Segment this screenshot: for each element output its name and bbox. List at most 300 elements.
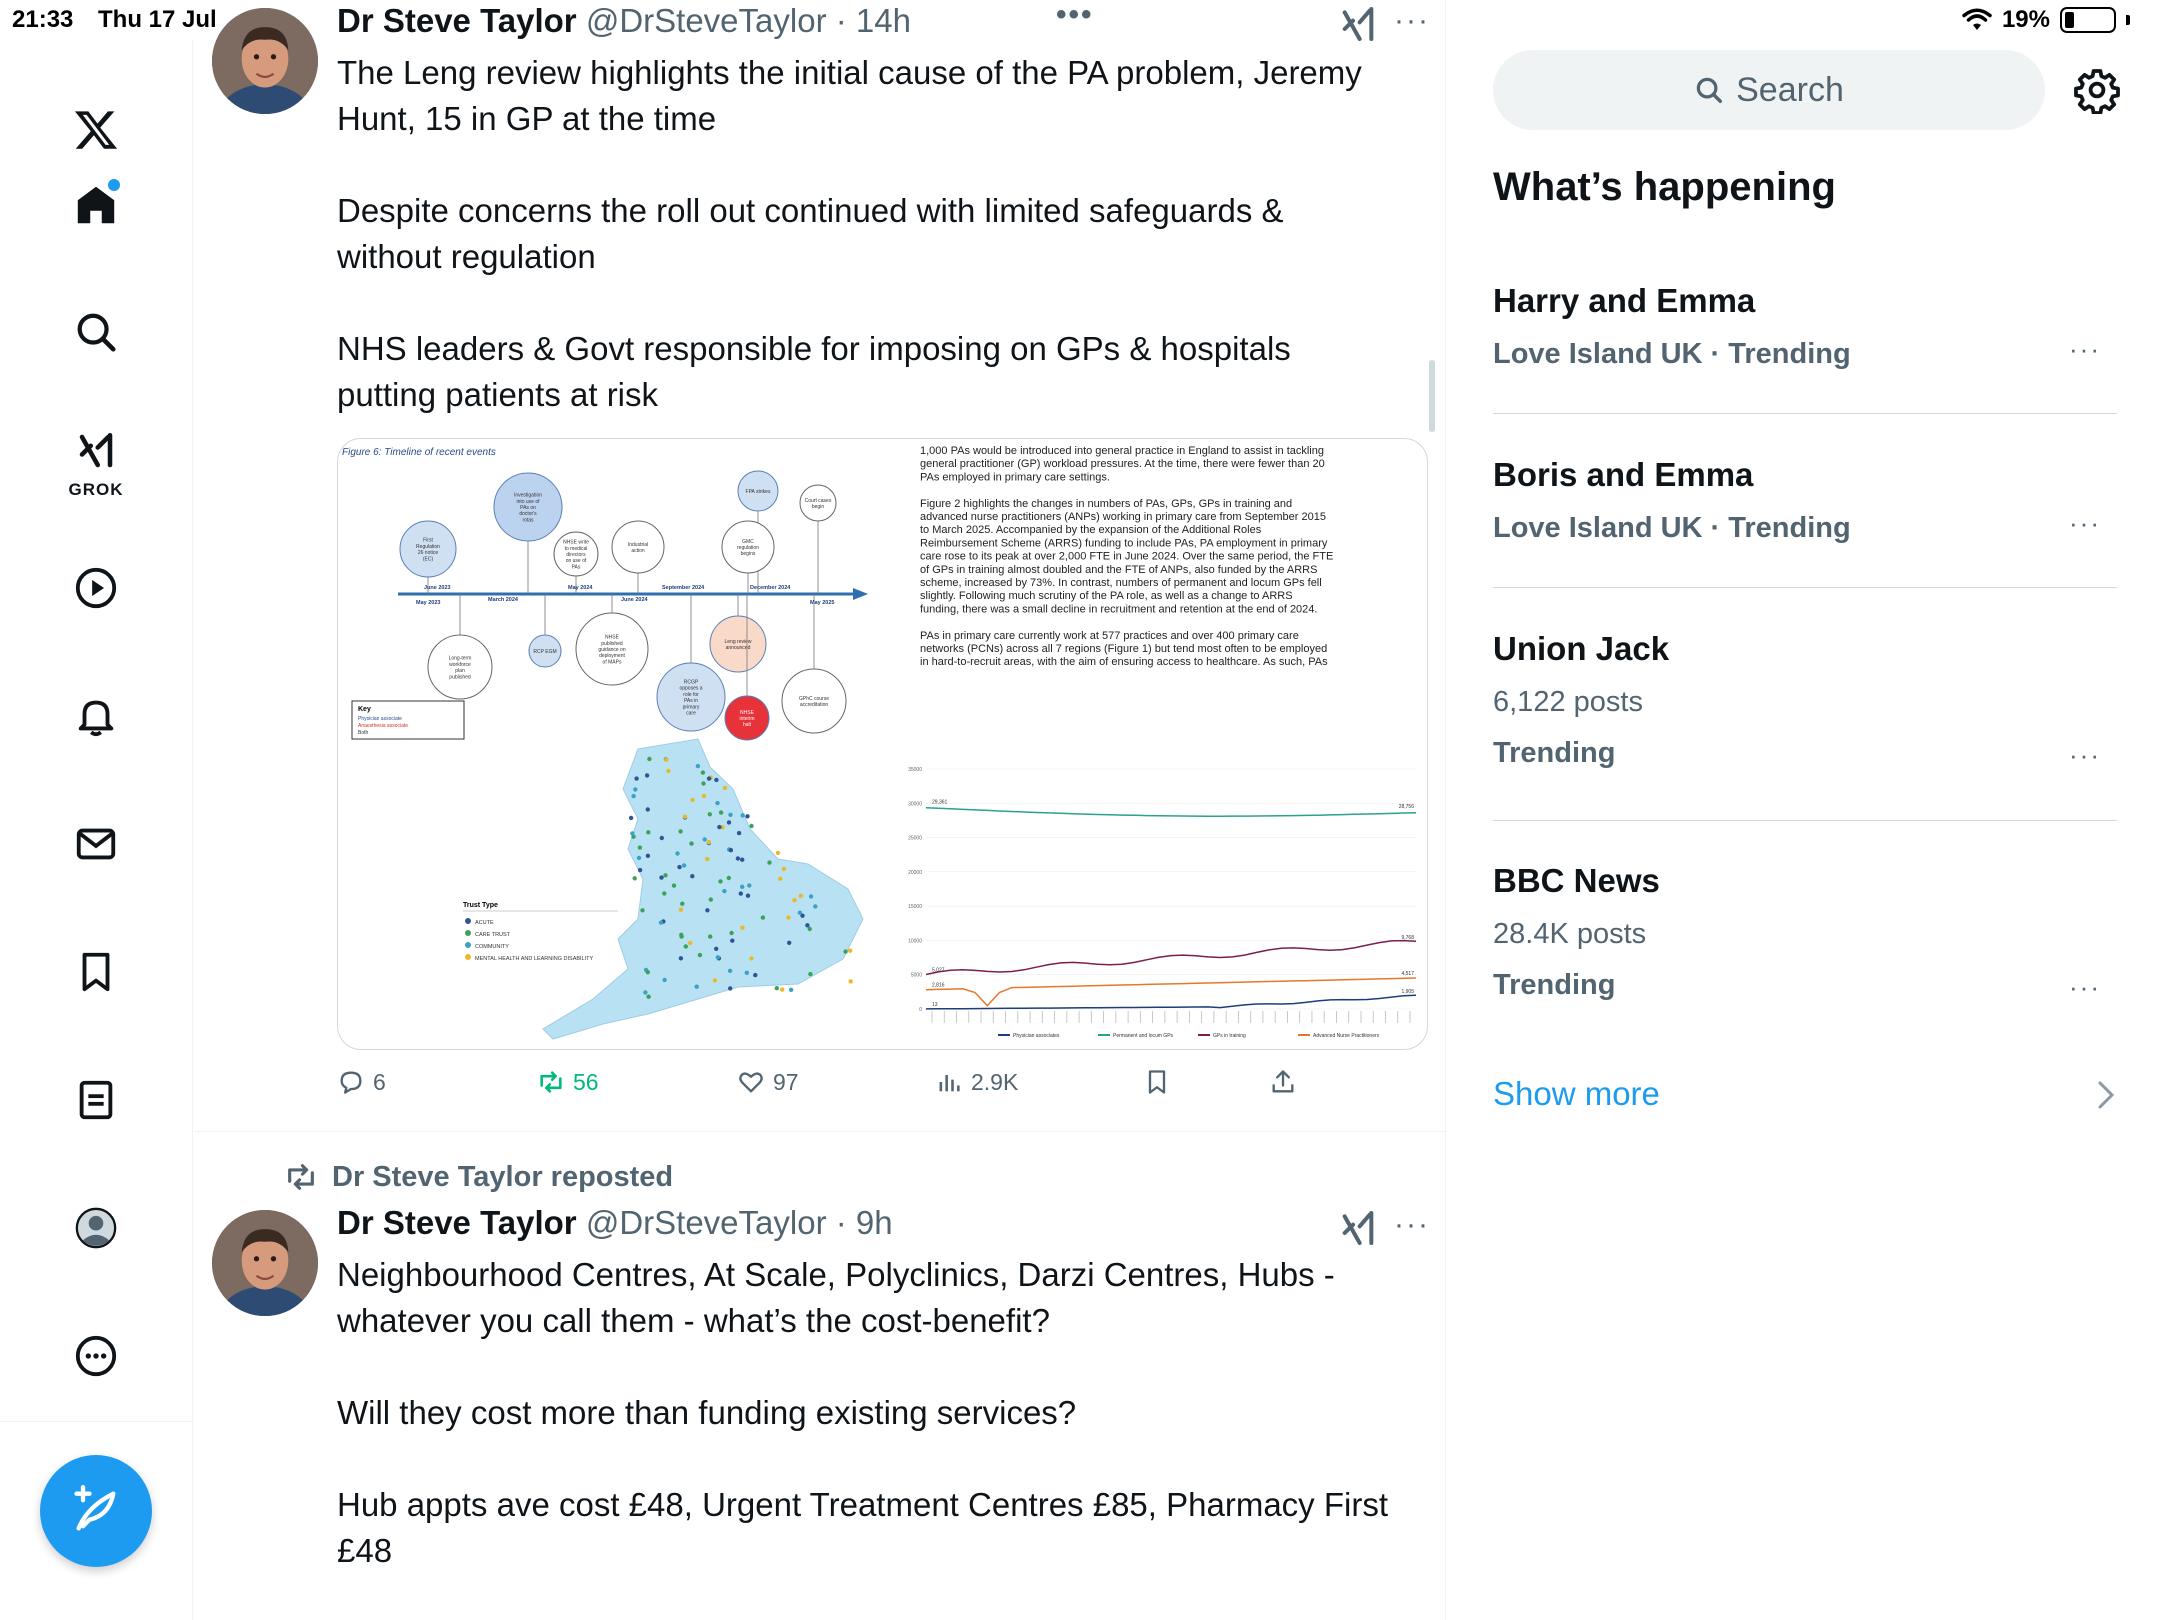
section-title: What’s happening	[1493, 165, 1836, 209]
map-trust-dot	[631, 794, 635, 798]
avatar-photo	[212, 8, 318, 114]
tweet-paragraph: The Leng review highlights the initial cause of the PA problem, Jeremy Hunt, 15 in GP at the time	[337, 54, 1362, 137]
timeline-node-label: workforce	[449, 661, 471, 668]
separator-dot: ·	[835, 2, 847, 39]
map-trust-dot	[780, 987, 784, 991]
map-trust-dot	[740, 926, 744, 930]
timeline-node-label: plan	[455, 668, 465, 675]
timeline-node-label: announced	[725, 645, 751, 652]
author-name[interactable]: Dr Steve Taylor	[337, 1204, 577, 1241]
timeline-node-label: RCGP	[683, 679, 699, 686]
timeline-node-label: Long-term	[448, 655, 472, 662]
map-trust-dot	[727, 820, 731, 824]
map-trust-dot	[728, 813, 732, 817]
timeline-node-label: Leng review	[724, 638, 752, 645]
report-text-line: slightly. Following much scrutiny of the PA role, as well as a change to ARRS	[920, 590, 1293, 603]
timeline-date-label: December 2024	[750, 585, 791, 591]
timeline-node-label: deployment	[599, 653, 625, 660]
timeline-node-label: care	[686, 710, 696, 717]
messages-icon[interactable]	[56, 804, 136, 884]
status-time: 21:33	[12, 6, 74, 33]
map-legend-swatch	[465, 930, 471, 936]
map-trust-dot	[672, 883, 676, 887]
map-trust-dot	[702, 794, 706, 798]
tweet-paragraph: Neighbourhood Centres, At Scale, Polyclinics, Darzi Centres, Hubs - whatever you call them - what’s the cost-benefit?	[337, 1256, 1335, 1339]
map-trust-dot	[714, 778, 718, 782]
map-trust-dot	[647, 757, 651, 761]
tweet-divider	[194, 1131, 1446, 1132]
trend-context: Trending	[1493, 969, 1616, 1001]
timeline-node-label: doctor's	[519, 511, 537, 518]
map-trust-dot	[728, 986, 732, 990]
map-trust-dot	[761, 915, 765, 919]
reply-button[interactable]	[337, 1068, 386, 1096]
trend-item[interactable]	[1493, 456, 2117, 545]
timeline-node-label: PAs	[571, 564, 581, 571]
map-trust-dot	[740, 885, 744, 889]
chart-data-label: 28,756	[1398, 803, 1414, 810]
reply-icon	[337, 1068, 365, 1096]
map-trust-dot	[789, 988, 793, 992]
map-trust-dot	[767, 860, 771, 864]
trend-more-icon[interactable]: ···	[2069, 972, 2101, 1002]
map-trust-dot	[813, 904, 817, 908]
avatar[interactable]	[212, 1210, 318, 1316]
timeline-node-label: Court cases	[804, 497, 832, 504]
battery-percent: 19%	[2001, 6, 2050, 33]
chart-y-tick: 20000	[908, 869, 922, 876]
timeline-node-label: FPA strikes	[745, 489, 771, 495]
chart-series-line	[926, 995, 1416, 1009]
views-icon	[935, 1068, 963, 1096]
timeline-date-label: May 2024	[568, 585, 593, 591]
view-count: 2.9K	[971, 1068, 1019, 1095]
map-trust-dot	[740, 858, 744, 862]
chart-data-label: 9,768	[1401, 935, 1414, 942]
map-trust-dot	[848, 949, 852, 953]
map-trust-dot	[843, 949, 847, 953]
map-trust-dot	[696, 764, 700, 768]
map-trust-dot	[809, 894, 813, 898]
trend-title: Harry and Emma	[1493, 282, 1756, 319]
search-icon	[1694, 75, 1724, 105]
map-trust-dot	[708, 812, 712, 816]
map-trust-dot	[634, 776, 638, 780]
map-trust-dot	[729, 848, 733, 852]
map-trust-dot	[786, 915, 790, 919]
grok-icon[interactable]	[56, 420, 136, 500]
key-item: Both	[358, 730, 369, 736]
map-legend-swatch	[465, 918, 471, 924]
chart-data-label: 2,816	[932, 982, 945, 989]
chevron-right-icon[interactable]	[2095, 1080, 2117, 1110]
map-trust-dot	[730, 939, 734, 943]
trend-divider	[1493, 413, 2117, 414]
trend-title: Union Jack	[1493, 630, 1670, 667]
profile-icon[interactable]	[56, 1188, 136, 1268]
timeline	[194, 0, 1446, 1620]
map-legend-swatch	[465, 942, 471, 948]
map-trust-dot	[675, 851, 679, 855]
timeline-node-label: PAs in	[683, 698, 699, 705]
map-legend-label: CARE TRUST	[475, 932, 511, 938]
map-trust-dot	[722, 889, 726, 893]
status-date: Thu 17 Jul	[98, 6, 217, 33]
map-trust-dot	[782, 867, 786, 871]
map-trust-dot	[646, 807, 650, 811]
map-trust-dot	[659, 920, 663, 924]
timeline-node-label: halt	[742, 722, 752, 729]
map-legend-title: Trust Type	[463, 902, 498, 909]
map-trust-dot	[707, 840, 711, 844]
trend-context: Trending	[1493, 737, 1616, 769]
map-trust-dot	[723, 786, 727, 790]
map-trust-dot	[718, 879, 722, 883]
retweet-icon	[537, 1068, 565, 1096]
map-trust-dot	[714, 947, 718, 951]
map-trust-dot	[633, 876, 637, 880]
like-count: 97	[773, 1068, 799, 1095]
tweet-header	[337, 2, 911, 40]
repost-indicator	[284, 1160, 673, 1194]
tweet-paragraph: Will they cost more than funding existing services?	[337, 1394, 1077, 1431]
chart-series-line	[926, 941, 1416, 978]
map-trust-dot	[690, 874, 694, 878]
chart-legend-label: Physician associates	[1013, 1033, 1060, 1039]
timeline-node-label: role for	[683, 691, 699, 698]
trend-divider	[1493, 820, 2117, 821]
trend-item[interactable]	[1493, 282, 2117, 371]
map-trust-dot	[695, 985, 699, 989]
timeline-node-label: directors	[566, 552, 586, 558]
timeline-node-label: begin	[811, 504, 825, 511]
tweet-more-icon[interactable]: ···	[1394, 1208, 1430, 1241]
map-trust-dot	[684, 944, 688, 948]
media-more-icon[interactable]: •••	[1056, 0, 1094, 31]
map-trust-dot	[727, 876, 731, 880]
map-trust-dot	[688, 941, 692, 945]
grok-icon[interactable]	[1338, 1208, 1378, 1248]
trend-title: Boris and Emma	[1493, 456, 1754, 493]
map-trust-dot	[662, 978, 666, 982]
map-trust-dot	[808, 972, 812, 976]
tweet-text	[337, 1252, 1397, 1620]
timeline-date-label: June 2023	[424, 585, 451, 591]
map-trust-dot	[646, 995, 650, 999]
map-legend-label: ACUTE	[475, 920, 494, 926]
compose-button[interactable]	[40, 1455, 152, 1567]
views-button[interactable]	[935, 1068, 1018, 1096]
map-trust-dot	[717, 825, 721, 829]
tweet-text	[337, 50, 1397, 464]
map-trust-dot	[679, 956, 683, 960]
map-trust-dot	[787, 941, 791, 945]
timeline-date-label: June 2024	[621, 597, 648, 603]
chart-data-label: 4,517	[1401, 971, 1414, 978]
map-trust-dot	[778, 877, 782, 881]
timeline-node-label: published	[449, 674, 471, 681]
map-trust-dot	[629, 816, 633, 820]
map-trust-dot	[713, 978, 717, 982]
timeline-node-label: (EC)	[422, 556, 434, 563]
like-button[interactable]	[737, 1068, 799, 1096]
map-trust-dot	[775, 986, 779, 990]
timeline-node-label: guidance on	[598, 647, 626, 653]
map-trust-dot	[792, 898, 796, 902]
timeline-node-label: published	[601, 640, 623, 647]
key-title: Key	[358, 706, 371, 713]
trend-post-count: 6,122 posts	[1493, 686, 1643, 718]
map-trust-dot	[638, 845, 642, 849]
map-trust-dot	[630, 831, 634, 835]
timeline-node-label: into use of	[516, 498, 540, 505]
map-trust-dot	[679, 933, 683, 937]
key-item: Physician associate	[358, 716, 402, 722]
timeline-node-label: GMC	[742, 538, 754, 545]
bookmark-icon	[1143, 1068, 1171, 1096]
trend-context: Love Island UK · Trending	[1493, 512, 1851, 544]
trend-post-count: 28.4K posts	[1493, 918, 1647, 950]
chart-y-tick: 35000	[908, 767, 922, 773]
map-trust-dot	[741, 813, 745, 817]
left-nav	[0, 40, 193, 1620]
map-trust-dot	[749, 824, 753, 828]
timeline-node-label: First	[423, 537, 433, 544]
video-icon[interactable]	[56, 548, 136, 628]
right-sidebar	[1447, 0, 2160, 1620]
gear-icon[interactable]	[2073, 66, 2121, 114]
author-name[interactable]: Dr Steve Taylor	[337, 2, 577, 39]
timeline-node-label: PAs on	[520, 505, 536, 511]
avatar[interactable]	[212, 8, 318, 114]
tweet[interactable]	[194, 1200, 1446, 1620]
tweet-time[interactable]: 9h	[855, 1204, 893, 1241]
timeline-node-label: interim	[739, 716, 755, 722]
report-text-line: care rose to its peak at over 2,000 FTE in June 2024. Over the same period, the FTE	[920, 550, 1334, 563]
report-text-line: 1,000 PAs would be introduced into general practice in England to assist in tackling	[920, 445, 1324, 457]
author-handle[interactable]: @DrSteveTaylor	[585, 2, 827, 39]
timeline-node-label: NHSE	[605, 634, 619, 641]
timeline-node-label: RCP EGM	[533, 649, 557, 655]
map-trust-dot	[745, 971, 749, 975]
tweet-paragraph: Hub appts ave cost £48, Urgent Treatment Centres £85, Pharmacy First £48	[337, 1486, 1388, 1569]
trend-context: Love Island UK · Trending	[1493, 338, 1851, 370]
map-trust-dot	[749, 956, 753, 960]
timeline-node-label: NHSE write	[563, 539, 589, 546]
report-text-line: general practitioner (GP) workload pressures. At the time, there were fewer than 20	[920, 458, 1325, 471]
map-trust-dot	[707, 776, 711, 780]
map-trust-dot	[709, 897, 713, 901]
timeline-date-label: May 2025	[810, 600, 835, 606]
share-icon	[1269, 1068, 1297, 1096]
bookmarks-icon[interactable]	[56, 932, 136, 1012]
map-trust-dot	[715, 801, 719, 805]
map-trust-dot	[682, 863, 686, 867]
trend-item[interactable]	[1493, 862, 2117, 1002]
key-item: Anaesthesia associate	[358, 723, 409, 729]
timeline-node-label: GPhC course	[798, 695, 830, 702]
chart-legend-label: Permanent and locum GPs	[1113, 1033, 1174, 1039]
tweet-more-icon[interactable]: ···	[1394, 4, 1430, 37]
timeline-node-label: of MAPs	[602, 659, 622, 666]
retweet-button[interactable]	[537, 1068, 599, 1096]
timeline-node-label: regulation	[737, 545, 759, 551]
trend-divider	[1493, 587, 2117, 588]
map-trust-dot	[678, 829, 682, 833]
map-trust-dot	[745, 814, 749, 818]
map-trust-dot	[708, 934, 712, 938]
map-trust-dot	[640, 908, 644, 912]
chart-legend-label: GPs in training	[1213, 1033, 1246, 1039]
map-trust-dot	[677, 865, 681, 869]
chart-y-tick: 30000	[908, 801, 922, 808]
tweet[interactable]	[194, 0, 1446, 1131]
map-trust-dot	[805, 923, 809, 927]
map-trust-dot	[638, 868, 642, 872]
map-trust-dot	[689, 841, 693, 845]
more-icon[interactable]	[56, 1316, 136, 1396]
timeline-node-label: on use of	[565, 558, 587, 565]
nav-divider	[0, 1421, 193, 1422]
trend-more-icon[interactable]: ···	[2069, 334, 2101, 364]
map-trust-dot	[798, 911, 802, 915]
map-trust-dot	[666, 769, 670, 773]
map-trust-dot	[728, 969, 732, 973]
search-placeholder: Search	[1736, 70, 1844, 109]
x-logo-icon[interactable]	[56, 90, 136, 170]
map-trust-dot	[719, 810, 723, 814]
map-trust-dot	[633, 787, 637, 791]
map-trust-dot	[705, 857, 709, 861]
report-text-line: in hard-to-recruit areas, with the aim of ensuring access to healthcare. As such, PAs	[920, 656, 1328, 669]
map-trust-dot	[660, 836, 664, 840]
bookmark-button[interactable]	[1143, 1068, 1171, 1096]
timeline-date-label: May 2023	[416, 600, 441, 606]
map-trust-dot	[736, 856, 740, 860]
trend-item[interactable]	[1493, 630, 2117, 770]
map-trust-dot	[683, 815, 687, 819]
reply-count: 6	[373, 1068, 386, 1095]
media-svg	[338, 439, 1428, 1050]
timeline-node-label: 26 notice	[417, 550, 439, 557]
figure-caption: Figure 6: Timeline of recent events	[342, 447, 496, 458]
search-input[interactable]	[1493, 50, 2045, 130]
map-trust-dot	[849, 979, 853, 983]
timeline-node-label: action	[631, 548, 645, 555]
map-legend-label: COMMUNITY	[475, 944, 509, 950]
heart-icon	[737, 1068, 765, 1096]
report-text-line: scheme, increased by 73%. In contrast, numbers of permanent and locum GPs fell	[920, 577, 1322, 589]
chart-y-tick: 10000	[908, 938, 922, 945]
report-text-line: PAs in primary care currently work at 577 practices and over 400 primary care	[920, 629, 1299, 642]
map-trust-dot	[663, 873, 667, 877]
tweet-header	[337, 1204, 893, 1242]
chart-data-label: 1,905	[1401, 988, 1414, 995]
show-more-link[interactable]: Show more	[1493, 1075, 1660, 1112]
map-trust-dot	[698, 953, 702, 957]
grok-label: GROK	[68, 480, 124, 499]
tweet-actions	[337, 1068, 1337, 1112]
lists-icon[interactable]	[56, 1060, 136, 1140]
trend-more-icon[interactable]: ···	[2069, 740, 2101, 770]
map-trust-dot	[645, 773, 649, 777]
retweet-count: 56	[573, 1068, 599, 1095]
compose-icon	[70, 1485, 122, 1537]
author-handle[interactable]: @DrSteveTaylor	[585, 1204, 827, 1241]
report-text-line: funding, there was a small decline in recruitment and retention at the end of 2024.	[920, 603, 1318, 616]
trend-more-icon[interactable]: ···	[2069, 508, 2101, 538]
map-trust-dot	[690, 798, 694, 802]
notifications-icon[interactable]	[56, 676, 136, 756]
chart-series-line	[926, 808, 1416, 817]
map-trust-dot	[729, 931, 733, 935]
retweet-icon	[284, 1160, 318, 1194]
map-trust-dot	[705, 908, 709, 912]
map-trust-dot	[659, 875, 663, 879]
repost-label[interactable]: Dr Steve Taylor reposted	[332, 1160, 674, 1193]
map-trust-dot	[646, 970, 650, 974]
map-trust-dot	[664, 758, 668, 762]
map-trust-dot	[679, 908, 683, 912]
map-trust-dot	[716, 955, 720, 959]
map-trust-dot	[753, 973, 757, 977]
grok-icon[interactable]	[1338, 4, 1378, 44]
share-button[interactable]	[1269, 1068, 1297, 1096]
home-icon[interactable]	[56, 165, 136, 245]
report-text-line: advanced nurse practitioners (ANPs) working in primary care from September 2015	[920, 511, 1326, 523]
chart-y-tick: 15000	[908, 904, 922, 911]
timeline-date-label: March 2024	[488, 597, 518, 603]
timeline-node-label: rotas	[522, 517, 534, 524]
tweet-time[interactable]: 14h	[855, 2, 911, 39]
map-trust-dot	[662, 891, 666, 895]
chart-y-tick: 25000	[908, 835, 922, 842]
report-text-line: of GPs in training almost doubled and the FTE of ANPs, also funded by the ARRS	[920, 563, 1318, 576]
timeline-node-label: to medical	[564, 545, 588, 552]
chart-y-tick: 5000	[910, 972, 922, 979]
report-text-line: networks (PCNs) across all 7 regions (Figure 1) but tend most often to be employed	[920, 643, 1328, 655]
timeline-node-label: opposes a	[679, 685, 703, 692]
map-trust-dot	[799, 894, 803, 898]
trend-title: BBC News	[1493, 862, 1660, 899]
map-trust-dot	[646, 854, 650, 858]
tweet-paragraph: Despite concerns the roll out continued with limited safeguards & without regulation	[337, 192, 1284, 275]
timeline-node-label: accreditation	[799, 702, 829, 709]
map-trust-dot	[739, 891, 743, 895]
timeline-node-label: NHSE	[740, 709, 754, 716]
chart-data-label: 5,027	[932, 967, 945, 974]
map-legend-label: MENTAL HEALTH AND LEARNING DISABILITY	[475, 956, 594, 962]
timeline-node-label: Industrial	[627, 541, 649, 548]
search-icon[interactable]	[56, 292, 136, 372]
map-trust-dot	[701, 781, 705, 785]
chart-series-line	[926, 978, 1416, 1006]
map-trust-dot	[637, 856, 641, 860]
scrollbar[interactable]	[1429, 360, 1435, 432]
report-text-line: Reimbursement Scheme (ARRS) funding to include PAs, PA employment in primary	[920, 537, 1328, 550]
timeline-node-label: primary	[682, 704, 700, 711]
map-trust-dot	[776, 851, 780, 855]
tweet-media-image[interactable]	[337, 438, 1428, 1050]
map-legend-swatch	[465, 954, 471, 960]
chart-legend-label: Advanced Nurse Practitioners	[1313, 1033, 1380, 1039]
map-trust-dot	[680, 902, 684, 906]
map-trust-dot	[747, 883, 751, 887]
map-trust-dot	[746, 894, 750, 898]
chart-y-tick: 0	[919, 1007, 922, 1013]
separator-dot: ·	[835, 1204, 847, 1241]
chart-data-label: 29,361	[932, 799, 948, 806]
